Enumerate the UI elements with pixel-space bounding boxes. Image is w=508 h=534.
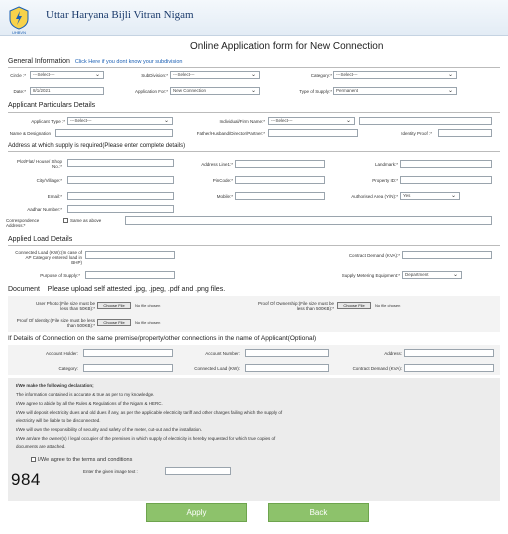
- pincode-input[interactable]: [235, 176, 325, 184]
- account-holder-input[interactable]: [83, 349, 173, 357]
- other-contract-demand-label: Contract Demand (KVA):: [352, 366, 402, 371]
- same-as-above-label: Same as above: [70, 218, 102, 223]
- chevron-down-icon: ⌄: [345, 118, 351, 124]
- property-id-input[interactable]: [400, 176, 492, 184]
- city-village-label: City/Village:*: [36, 178, 62, 183]
- connected-load-input[interactable]: [85, 251, 175, 259]
- documents-title: Document Please upload self attested .jpg, .jpeg, .pdf and .png files.: [8, 286, 226, 293]
- category-label: Category:*: [310, 73, 332, 78]
- other-connected-load-input[interactable]: [245, 364, 329, 372]
- supply-type-select[interactable]: Permanent ⌄: [333, 87, 457, 95]
- contract-demand-input[interactable]: [402, 251, 492, 259]
- other-connected-load-label: Connected Load (KW):: [194, 366, 240, 371]
- declaration-line: electricity will be liable to be disconnected.: [16, 418, 101, 423]
- contract-demand-label: Contract Demand (KVA):*: [348, 253, 400, 258]
- account-holder-label: Account Holder:: [45, 351, 78, 356]
- proof-ownership-label: Proof Of Ownership:(File size must be less than 500KB):*: [257, 301, 334, 311]
- agree-terms-checkbox[interactable]: [31, 457, 36, 462]
- chevron-down-icon: ⌄: [447, 72, 453, 78]
- other-category-label: Category:: [58, 366, 78, 371]
- supply-type-label: Type of Supply:*: [299, 89, 332, 94]
- other-contract-demand-input[interactable]: [404, 364, 494, 372]
- declaration-line: I/We will own the responsibility of security and safety of the meter, cut-out and the installation.: [16, 427, 203, 432]
- chevron-down-icon: ⌄: [163, 118, 169, 124]
- property-id-label: Property ID:*: [372, 178, 398, 183]
- general-section-title: [8, 58, 182, 65]
- application-for-label: Application For:*: [134, 89, 168, 94]
- applicant-type-select[interactable]: ---Select--- ⌄: [67, 117, 173, 125]
- address-line1-input[interactable]: [235, 160, 325, 168]
- father-husband-label: Father/Husband/Director/Partner:*: [196, 131, 265, 136]
- captcha-input[interactable]: [165, 467, 231, 475]
- plot-house-input[interactable]: [67, 159, 174, 167]
- application-for-select[interactable]: New Connection ⌄: [170, 87, 260, 95]
- father-husband-input[interactable]: [268, 129, 358, 137]
- connected-load-label: Connected Load (KW):(In case of AP Category entered load in BHP): [15, 250, 82, 265]
- org-name: Uttar Haryana Bijli Vitran Nigam: [46, 9, 194, 21]
- individual-firm-label: Individual/Firm Name:*: [219, 119, 265, 124]
- address-line1-label: Address Line1:*: [201, 162, 233, 167]
- account-number-label: Account Number:: [205, 351, 240, 356]
- aadhar-label: Aadhar Number:*: [27, 207, 62, 212]
- declaration-panel: [8, 378, 500, 501]
- mobile-input[interactable]: [235, 192, 325, 200]
- pincode-label: PinCode:*: [212, 178, 233, 183]
- divider: [8, 67, 500, 68]
- user-photo-no-file: No file chosen: [135, 303, 161, 308]
- captcha-label: Enter the given image text :: [83, 469, 138, 474]
- proof-ownership-no-file: No file chosen: [375, 303, 401, 308]
- captcha-image-text: 984: [11, 470, 41, 489]
- email-label: Email:*: [47, 194, 62, 199]
- declaration-line: I/We am/are the owner(s) / legal occupier of the premises in which supply of electricity is hereby requested for which true copies of: [16, 436, 276, 441]
- chevron-down-icon: ⌄: [250, 72, 256, 78]
- individual-firm-name-input[interactable]: [359, 117, 492, 125]
- name-designation-input[interactable]: [55, 129, 173, 137]
- load-title: Applied Load Details: [8, 236, 73, 243]
- declaration-heading: I/We make the following declaration;: [16, 383, 94, 388]
- divider: [8, 245, 500, 246]
- purpose-supply-label: Purpose of Supply:*: [40, 273, 80, 278]
- chevron-down-icon: ⌄: [447, 88, 453, 94]
- other-address-label: Address:: [384, 351, 402, 356]
- authorised-area-select[interactable]: Yes ⌄: [400, 192, 460, 200]
- other-address-input[interactable]: [404, 349, 494, 357]
- other-connection-title: If Details of Connection on the same premise/property/other connections in the name of Applicant(Optional): [8, 335, 317, 342]
- purpose-supply-input[interactable]: [85, 271, 175, 279]
- applicant-title: Applicant Particulars Details: [8, 102, 96, 109]
- category-select[interactable]: ---Select--- ⌄: [333, 71, 457, 79]
- other-category-input[interactable]: [83, 364, 173, 372]
- site-header: [0, 0, 508, 36]
- proof-ownership-choose-button[interactable]: Choose File: [337, 302, 371, 309]
- same-as-above-checkbox[interactable]: [63, 218, 68, 223]
- chevron-down-icon: ⌄: [450, 193, 456, 199]
- subdivision-select[interactable]: ---Select--- ⌄: [170, 71, 260, 79]
- chevron-down-icon: ⌄: [94, 72, 100, 78]
- declaration-line: The information contained is accurate & true as per to my knowledge.: [16, 392, 155, 397]
- name-designation-label: Name & Designation: [9, 131, 51, 136]
- subdivision-help-link[interactable]: Click Here if you dont know your subdivision: [74, 59, 183, 65]
- general-title: General Information: [8, 58, 70, 65]
- date-field[interactable]: 8/1/2021: [30, 87, 104, 95]
- subdivision-label: SubDivision:*: [141, 73, 168, 78]
- user-photo-label: User Photo:(File size must be less than 50KB):*: [35, 301, 95, 311]
- user-photo-choose-button[interactable]: Choose File: [97, 302, 131, 309]
- individual-firm-select[interactable]: ---Select--- ⌄: [268, 117, 355, 125]
- agree-terms-label: I/We agree to the terms and conditions: [38, 457, 133, 463]
- proof-identity-choose-button[interactable]: Choose File: [97, 319, 131, 326]
- circle-select[interactable]: ---Select--- ⌄: [30, 71, 104, 79]
- applicant-type-label: Applicant Type :*: [31, 119, 65, 124]
- address-title: Address at which supply is required(Please enter complete details): [8, 143, 186, 149]
- metering-equipment-label: Supply Metering Equipment:*: [341, 273, 400, 278]
- date-label: Date:*: [13, 89, 26, 94]
- divider: [8, 112, 500, 113]
- authorised-area-label: Authorised Area (Y/N):*: [351, 194, 398, 199]
- chevron-down-icon: ⌄: [452, 272, 458, 278]
- city-village-input[interactable]: [67, 176, 174, 184]
- proof-identity-label: Proof Of Identity:(File size must be less than 500KB):*: [16, 318, 95, 328]
- declaration-line: I/We agree to abide by all the Rules & Regulations of the Nigam & HERC.: [16, 401, 163, 406]
- identity-proof-label: Identity Proof :*: [401, 131, 432, 136]
- logo-text: UHBVN: [11, 30, 26, 35]
- landmark-input[interactable]: [400, 160, 492, 168]
- back-button[interactable]: Back: [268, 503, 369, 522]
- aadhar-input[interactable]: [67, 205, 174, 213]
- identity-proof-input[interactable]: [438, 129, 492, 137]
- divider: [8, 151, 500, 152]
- chevron-down-icon: ⌄: [250, 88, 256, 94]
- account-number-input[interactable]: [245, 349, 329, 357]
- landmark-label: Landmark:*: [374, 162, 398, 167]
- metering-equipment-select[interactable]: Department ⌄: [402, 271, 462, 279]
- declaration-line: documents are attached.: [16, 444, 66, 449]
- declaration-line: I/We will deposit electricity dues and old dues if any, as per the applicable electricity tariff and other charges failing which the supply of: [16, 410, 283, 415]
- correspondence-address-input[interactable]: [125, 216, 492, 225]
- form-title: Online Application form for New Connection: [190, 41, 384, 52]
- proof-identity-no-file: No file chosen: [135, 320, 161, 325]
- apply-button[interactable]: Apply: [146, 503, 247, 522]
- plot-house-label: Plot/Flat/ House/ Shop No.:*: [16, 159, 62, 169]
- email-input[interactable]: [67, 192, 174, 200]
- correspondence-label: Correspondence Address:*: [6, 218, 40, 228]
- circle-label: Circle :*: [10, 73, 26, 78]
- mobile-label: Mobile:*: [216, 194, 233, 199]
- uhbvn-logo: [8, 6, 30, 35]
